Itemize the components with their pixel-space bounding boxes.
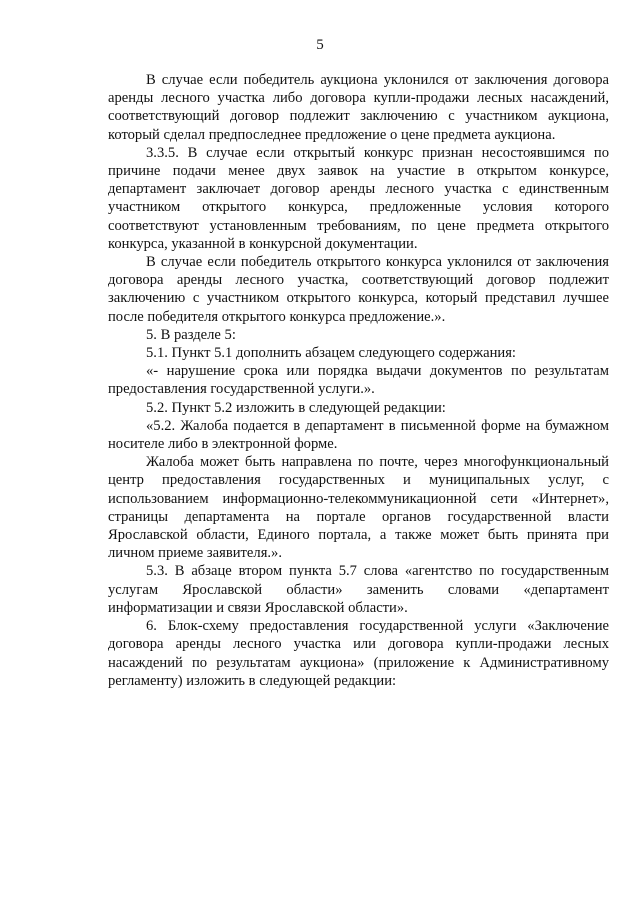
page-number: 5: [316, 37, 324, 53]
paragraph: «5.2. Жалоба подается в департамент в письменной форме на бумажном носителе либо в электронной форме.: [108, 417, 609, 453]
paragraph: «- нарушение срока или порядка выдачи документов по результатам предоставления государственной услуги.».: [108, 363, 609, 398]
paragraph: В случае если победитель аукциона уклонился от заключения договора аренды лесного участка либо договора купли-продажи лесных насаждений, соответствующий договор подлежит заключению с участником аукциона, который сделал предпоследнее предложение о цене предмета аукциона.: [108, 72, 609, 143]
document-body: [108, 71, 609, 690]
paragraph: 6. Блок-схему предоставления государственной услуги «Заключение договора аренды лесного участка или договора купли-продажи лесных насаждений по результатам аукциона» (приложение к Административному регламенту) изложить в следующей редакции:: [108, 618, 609, 689]
paragraph: 3.3.5. В случае если открытый конкурс признан несостоявшимся по причине подачи менее двух заявок на участие в открытом конкурсе, департамент заключает договор аренды лесного участка с единственным участником открытого конкурса, предложенные условия которого соответствуют установленным требованиям, по цене предмета открытого конкурса, указанной в конкурсной документации.: [108, 144, 609, 252]
section-heading: 5. В разделе 5:: [146, 326, 236, 343]
paragraph: 5.3. В абзаце втором пункта 5.7 слова «агентство по государственным услугам Ярославской области» заменить словами «департамент информатизации и связи Ярославской области».: [108, 563, 609, 616]
paragraph: 5.1. Пункт 5.1 дополнить абзацем следующего содержания:: [146, 345, 516, 362]
paragraph: 5.2. Пункт 5.2 изложить в следующей редакции:: [146, 399, 446, 416]
paragraph: В случае если победитель открытого конкурса уклонился от заключения договора аренды лесного участка, соответствующий договор подлежит заключению с участником открытого конкурса, который представил лучшее после победителя открытого конкурса предложение.».: [108, 254, 609, 325]
paragraph: Жалоба может быть направлена по почте, через многофункциональный центр предоставления государственных и муниципальных услуг, с использованием информационно-телекоммуникационной сети «Интернет», страницы департамента на портале органов государственной власти Ярославской области, Единого портала, а также может быть принята при личном приеме заявителя.».: [108, 454, 609, 562]
